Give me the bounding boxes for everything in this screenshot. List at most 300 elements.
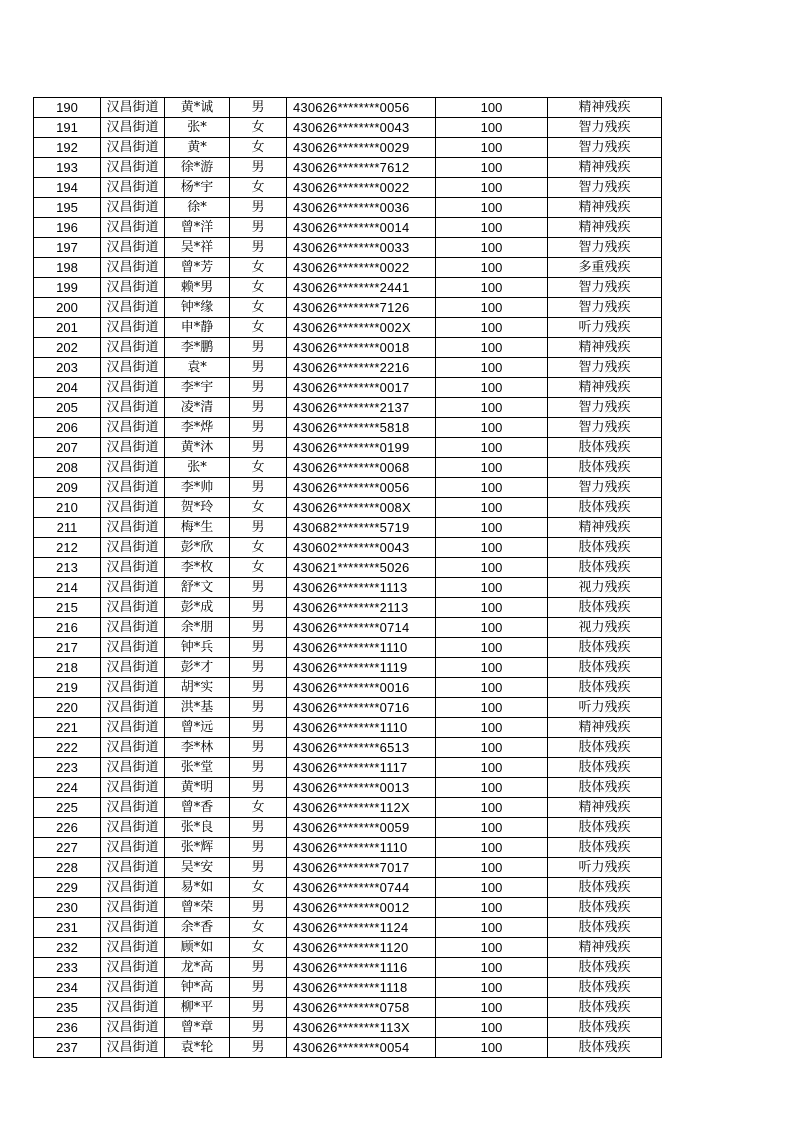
table-row: [34, 118, 662, 138]
district-cell: 汉昌街道: [101, 938, 165, 958]
row-number-cell: 236: [34, 1018, 101, 1038]
name-cell: 彭*欣: [165, 538, 230, 558]
id-number-cell: 430626********1117: [287, 758, 436, 778]
disability-type-cell: 智力残疾: [548, 478, 662, 498]
name-cell: 曾*香: [165, 798, 230, 818]
disability-type-cell: 智力残疾: [548, 298, 662, 318]
district-cell: 汉昌街道: [101, 138, 165, 158]
gender-cell: 男: [230, 438, 287, 458]
gender-cell: 男: [230, 358, 287, 378]
district-cell: 汉昌街道: [101, 678, 165, 698]
disability-type-cell: 肢体残疾: [548, 678, 662, 698]
disability-type-cell: 智力残疾: [548, 138, 662, 158]
row-number-cell: 234: [34, 978, 101, 998]
amount-cell: 100: [436, 158, 548, 178]
district-cell: 汉昌街道: [101, 898, 165, 918]
amount-cell: 100: [436, 498, 548, 518]
row-number-cell: 230: [34, 898, 101, 918]
amount-cell: 100: [436, 518, 548, 538]
name-cell: 徐*: [165, 198, 230, 218]
id-number-cell: 430626********0033: [287, 238, 436, 258]
amount-cell: 100: [436, 118, 548, 138]
id-number-cell: 430626********0056: [287, 478, 436, 498]
name-cell: 易*如: [165, 878, 230, 898]
gender-cell: 男: [230, 618, 287, 638]
disability-type-cell: 视力残疾: [548, 578, 662, 598]
disability-type-cell: 肢体残疾: [548, 918, 662, 938]
district-cell: 汉昌街道: [101, 1038, 165, 1058]
gender-cell: 男: [230, 898, 287, 918]
disability-type-cell: 听力残疾: [548, 698, 662, 718]
district-cell: 汉昌街道: [101, 518, 165, 538]
table-row: [34, 618, 662, 638]
amount-cell: 100: [436, 458, 548, 478]
id-number-cell: 430626********1110: [287, 718, 436, 738]
name-cell: 张*堂: [165, 758, 230, 778]
row-number-cell: 232: [34, 938, 101, 958]
table-row: [34, 478, 662, 498]
district-cell: 汉昌街道: [101, 978, 165, 998]
name-cell: 柳*平: [165, 998, 230, 1018]
district-cell: 汉昌街道: [101, 158, 165, 178]
name-cell: 钟*兵: [165, 638, 230, 658]
id-number-cell: 430626********0016: [287, 678, 436, 698]
name-cell: 李*帅: [165, 478, 230, 498]
id-number-cell: 430626********1120: [287, 938, 436, 958]
table-row: [34, 998, 662, 1018]
amount-cell: 100: [436, 278, 548, 298]
row-number-cell: 208: [34, 458, 101, 478]
disability-type-cell: 智力残疾: [548, 238, 662, 258]
disability-type-cell: 肢体残疾: [548, 998, 662, 1018]
amount-cell: 100: [436, 918, 548, 938]
table-row: [34, 218, 662, 238]
id-number-cell: 430626********1113: [287, 578, 436, 598]
id-number-cell: 430626********0012: [287, 898, 436, 918]
row-number-cell: 224: [34, 778, 101, 798]
name-cell: 黄*沐: [165, 438, 230, 458]
id-number-cell: 430626********0199: [287, 438, 436, 458]
district-cell: 汉昌街道: [101, 478, 165, 498]
id-number-cell: 430626********5818: [287, 418, 436, 438]
table-row: [34, 458, 662, 478]
row-number-cell: 219: [34, 678, 101, 698]
table-row: [34, 198, 662, 218]
name-cell: 胡*实: [165, 678, 230, 698]
table-row: [34, 858, 662, 878]
row-number-cell: 221: [34, 718, 101, 738]
disability-type-cell: 肢体残疾: [548, 958, 662, 978]
gender-cell: 女: [230, 558, 287, 578]
amount-cell: 100: [436, 1018, 548, 1038]
amount-cell: 100: [436, 998, 548, 1018]
disability-type-cell: 精神残疾: [548, 938, 662, 958]
name-cell: 李*林: [165, 738, 230, 758]
disability-type-cell: 精神残疾: [548, 158, 662, 178]
name-cell: 凌*清: [165, 398, 230, 418]
district-cell: 汉昌街道: [101, 798, 165, 818]
disability-type-cell: 肢体残疾: [548, 438, 662, 458]
gender-cell: 女: [230, 138, 287, 158]
row-number-cell: 237: [34, 1038, 101, 1058]
disability-type-cell: 肢体残疾: [548, 818, 662, 838]
row-number-cell: 231: [34, 918, 101, 938]
row-number-cell: 223: [34, 758, 101, 778]
gender-cell: 男: [230, 578, 287, 598]
amount-cell: 100: [436, 978, 548, 998]
district-cell: 汉昌街道: [101, 218, 165, 238]
disability-type-cell: 智力残疾: [548, 398, 662, 418]
disability-type-cell: 肢体残疾: [548, 458, 662, 478]
amount-cell: 100: [436, 538, 548, 558]
disability-type-cell: 智力残疾: [548, 118, 662, 138]
name-cell: 李*枚: [165, 558, 230, 578]
amount-cell: 100: [436, 478, 548, 498]
table-row: [34, 318, 662, 338]
gender-cell: 女: [230, 258, 287, 278]
name-cell: 曾*芳: [165, 258, 230, 278]
district-cell: 汉昌街道: [101, 398, 165, 418]
row-number-cell: 199: [34, 278, 101, 298]
row-number-cell: 198: [34, 258, 101, 278]
table-row: [34, 378, 662, 398]
gender-cell: 女: [230, 938, 287, 958]
amount-cell: 100: [436, 938, 548, 958]
gender-cell: 女: [230, 498, 287, 518]
gender-cell: 女: [230, 178, 287, 198]
name-cell: 吴*安: [165, 858, 230, 878]
name-cell: 钟*高: [165, 978, 230, 998]
district-cell: 汉昌街道: [101, 698, 165, 718]
id-number-cell: 430626********2137: [287, 398, 436, 418]
table-row: [34, 598, 662, 618]
name-cell: 钟*缘: [165, 298, 230, 318]
gender-cell: 男: [230, 98, 287, 118]
district-cell: 汉昌街道: [101, 558, 165, 578]
gender-cell: 女: [230, 538, 287, 558]
gender-cell: 男: [230, 958, 287, 978]
id-number-cell: 430626********2441: [287, 278, 436, 298]
name-cell: 贺*玲: [165, 498, 230, 518]
row-number-cell: 192: [34, 138, 101, 158]
disability-type-cell: 肢体残疾: [548, 1038, 662, 1058]
gender-cell: 男: [230, 1018, 287, 1038]
gender-cell: 男: [230, 218, 287, 238]
disability-type-cell: 听力残疾: [548, 858, 662, 878]
name-cell: 袁*: [165, 358, 230, 378]
district-cell: 汉昌街道: [101, 538, 165, 558]
amount-cell: 100: [436, 638, 548, 658]
table-row: [34, 878, 662, 898]
id-number-cell: 430626********0036: [287, 198, 436, 218]
row-number-cell: 207: [34, 438, 101, 458]
table-row: [34, 938, 662, 958]
name-cell: 张*良: [165, 818, 230, 838]
gender-cell: 男: [230, 658, 287, 678]
name-cell: 袁*轮: [165, 1038, 230, 1058]
table-row: [34, 798, 662, 818]
row-number-cell: 216: [34, 618, 101, 638]
id-number-cell: 430602********0043: [287, 538, 436, 558]
amount-cell: 100: [436, 738, 548, 758]
id-number-cell: 430626********0029: [287, 138, 436, 158]
table-row: [34, 1018, 662, 1038]
district-cell: 汉昌街道: [101, 358, 165, 378]
disability-type-cell: 听力残疾: [548, 318, 662, 338]
table-row: [34, 758, 662, 778]
id-number-cell: 430626********0068: [287, 458, 436, 478]
name-cell: 赖*男: [165, 278, 230, 298]
name-cell: 申*静: [165, 318, 230, 338]
row-number-cell: 194: [34, 178, 101, 198]
district-cell: 汉昌街道: [101, 778, 165, 798]
district-cell: 汉昌街道: [101, 438, 165, 458]
disability-type-cell: 肢体残疾: [548, 898, 662, 918]
district-cell: 汉昌街道: [101, 258, 165, 278]
table-row: [34, 678, 662, 698]
table-row: [34, 418, 662, 438]
gender-cell: 女: [230, 798, 287, 818]
amount-cell: 100: [436, 578, 548, 598]
disability-type-cell: 肢体残疾: [548, 1018, 662, 1038]
row-number-cell: 213: [34, 558, 101, 578]
table-row: [34, 778, 662, 798]
gender-cell: 男: [230, 778, 287, 798]
id-number-cell: 430626********7017: [287, 858, 436, 878]
gender-cell: 男: [230, 198, 287, 218]
table-row: [34, 558, 662, 578]
gender-cell: 女: [230, 118, 287, 138]
table-row: [34, 98, 662, 118]
name-cell: 杨*宇: [165, 178, 230, 198]
row-number-cell: 214: [34, 578, 101, 598]
row-number-cell: 209: [34, 478, 101, 498]
gender-cell: 男: [230, 238, 287, 258]
district-cell: 汉昌街道: [101, 318, 165, 338]
table-row: [34, 718, 662, 738]
gender-cell: 男: [230, 998, 287, 1018]
table-row: [34, 818, 662, 838]
name-cell: 曾*洋: [165, 218, 230, 238]
district-cell: 汉昌街道: [101, 718, 165, 738]
row-number-cell: 212: [34, 538, 101, 558]
id-number-cell: 430626********0013: [287, 778, 436, 798]
id-number-cell: 430626********002X: [287, 318, 436, 338]
gender-cell: 男: [230, 378, 287, 398]
amount-cell: 100: [436, 318, 548, 338]
id-number-cell: 430626********2113: [287, 598, 436, 618]
name-cell: 徐*游: [165, 158, 230, 178]
table-row: [34, 358, 662, 378]
amount-cell: 100: [436, 598, 548, 618]
district-cell: 汉昌街道: [101, 918, 165, 938]
id-number-cell: 430626********0059: [287, 818, 436, 838]
disability-type-cell: 肢体残疾: [548, 558, 662, 578]
amount-cell: 100: [436, 1038, 548, 1058]
amount-cell: 100: [436, 618, 548, 638]
id-number-cell: 430626********6513: [287, 738, 436, 758]
disability-type-cell: 肢体残疾: [548, 978, 662, 998]
disability-type-cell: 精神残疾: [548, 198, 662, 218]
gender-cell: 男: [230, 1038, 287, 1058]
amount-cell: 100: [436, 258, 548, 278]
table-row: [34, 498, 662, 518]
gender-cell: 女: [230, 458, 287, 478]
name-cell: 彭*才: [165, 658, 230, 678]
district-cell: 汉昌街道: [101, 418, 165, 438]
row-number-cell: 210: [34, 498, 101, 518]
name-cell: 黄*诚: [165, 98, 230, 118]
beneficiary-table: [33, 97, 662, 1058]
district-cell: 汉昌街道: [101, 498, 165, 518]
id-number-cell: 430626********0714: [287, 618, 436, 638]
table-row: [34, 918, 662, 938]
district-cell: 汉昌街道: [101, 338, 165, 358]
amount-cell: 100: [436, 198, 548, 218]
id-number-cell: 430626********0716: [287, 698, 436, 718]
amount-cell: 100: [436, 178, 548, 198]
gender-cell: 男: [230, 858, 287, 878]
row-number-cell: 215: [34, 598, 101, 618]
amount-cell: 100: [436, 138, 548, 158]
amount-cell: 100: [436, 698, 548, 718]
id-number-cell: 430626********0022: [287, 258, 436, 278]
amount-cell: 100: [436, 878, 548, 898]
gender-cell: 女: [230, 878, 287, 898]
district-cell: 汉昌街道: [101, 458, 165, 478]
row-number-cell: 226: [34, 818, 101, 838]
row-number-cell: 193: [34, 158, 101, 178]
id-number-cell: 430626********0017: [287, 378, 436, 398]
amount-cell: 100: [436, 558, 548, 578]
table-row: [34, 258, 662, 278]
amount-cell: 100: [436, 818, 548, 838]
name-cell: 顾*如: [165, 938, 230, 958]
row-number-cell: 217: [34, 638, 101, 658]
table-row: [34, 658, 662, 678]
row-number-cell: 206: [34, 418, 101, 438]
row-number-cell: 196: [34, 218, 101, 238]
row-number-cell: 205: [34, 398, 101, 418]
amount-cell: 100: [436, 438, 548, 458]
district-cell: 汉昌街道: [101, 958, 165, 978]
amount-cell: 100: [436, 358, 548, 378]
table-row: [34, 178, 662, 198]
name-cell: 黄*: [165, 138, 230, 158]
amount-cell: 100: [436, 238, 548, 258]
gender-cell: 女: [230, 318, 287, 338]
gender-cell: 女: [230, 278, 287, 298]
name-cell: 吴*祥: [165, 238, 230, 258]
name-cell: 梅*生: [165, 518, 230, 538]
id-number-cell: 430626********1110: [287, 838, 436, 858]
amount-cell: 100: [436, 98, 548, 118]
id-number-cell: 430626********113X: [287, 1018, 436, 1038]
name-cell: 李*烨: [165, 418, 230, 438]
row-number-cell: 203: [34, 358, 101, 378]
disability-type-cell: 肢体残疾: [548, 638, 662, 658]
disability-type-cell: 多重残疾: [548, 258, 662, 278]
id-number-cell: 430626********1116: [287, 958, 436, 978]
row-number-cell: 200: [34, 298, 101, 318]
id-number-cell: 430626********7612: [287, 158, 436, 178]
gender-cell: 女: [230, 918, 287, 938]
name-cell: 曾*荣: [165, 898, 230, 918]
disability-type-cell: 精神残疾: [548, 338, 662, 358]
district-cell: 汉昌街道: [101, 378, 165, 398]
disability-type-cell: 肢体残疾: [548, 758, 662, 778]
name-cell: 李*宇: [165, 378, 230, 398]
amount-cell: 100: [436, 658, 548, 678]
row-number-cell: 235: [34, 998, 101, 1018]
district-cell: 汉昌街道: [101, 758, 165, 778]
district-cell: 汉昌街道: [101, 658, 165, 678]
amount-cell: 100: [436, 678, 548, 698]
amount-cell: 100: [436, 718, 548, 738]
row-number-cell: 204: [34, 378, 101, 398]
disability-type-cell: 肢体残疾: [548, 658, 662, 678]
table-row: [34, 958, 662, 978]
name-cell: 余*朋: [165, 618, 230, 638]
row-number-cell: 202: [34, 338, 101, 358]
table-row: [34, 398, 662, 418]
table-row: [34, 158, 662, 178]
disability-type-cell: 智力残疾: [548, 278, 662, 298]
district-cell: 汉昌街道: [101, 998, 165, 1018]
disability-type-cell: 精神残疾: [548, 518, 662, 538]
id-number-cell: 430626********0022: [287, 178, 436, 198]
row-number-cell: 225: [34, 798, 101, 818]
id-number-cell: 430626********0043: [287, 118, 436, 138]
disability-type-cell: 肢体残疾: [548, 738, 662, 758]
amount-cell: 100: [436, 218, 548, 238]
amount-cell: 100: [436, 858, 548, 878]
amount-cell: 100: [436, 298, 548, 318]
id-number-cell: 430626********0018: [287, 338, 436, 358]
amount-cell: 100: [436, 778, 548, 798]
row-number-cell: 218: [34, 658, 101, 678]
gender-cell: 男: [230, 678, 287, 698]
name-cell: 余*香: [165, 918, 230, 938]
id-number-cell: 430682********5719: [287, 518, 436, 538]
amount-cell: 100: [436, 798, 548, 818]
gender-cell: 男: [230, 978, 287, 998]
amount-cell: 100: [436, 898, 548, 918]
gender-cell: 男: [230, 158, 287, 178]
name-cell: 洪*基: [165, 698, 230, 718]
gender-cell: 男: [230, 838, 287, 858]
table-row: [34, 638, 662, 658]
district-cell: 汉昌街道: [101, 118, 165, 138]
gender-cell: 男: [230, 718, 287, 738]
table-row: [34, 698, 662, 718]
id-number-cell: 430626********1118: [287, 978, 436, 998]
gender-cell: 男: [230, 818, 287, 838]
gender-cell: 女: [230, 298, 287, 318]
amount-cell: 100: [436, 378, 548, 398]
disability-type-cell: 精神残疾: [548, 378, 662, 398]
id-number-cell: 430621********5026: [287, 558, 436, 578]
table-body: [34, 98, 662, 1058]
disability-type-cell: 精神残疾: [548, 718, 662, 738]
gender-cell: 男: [230, 758, 287, 778]
gender-cell: 男: [230, 518, 287, 538]
gender-cell: 男: [230, 638, 287, 658]
district-cell: 汉昌街道: [101, 578, 165, 598]
row-number-cell: 228: [34, 858, 101, 878]
id-number-cell: 430626********1110: [287, 638, 436, 658]
name-cell: 张*辉: [165, 838, 230, 858]
